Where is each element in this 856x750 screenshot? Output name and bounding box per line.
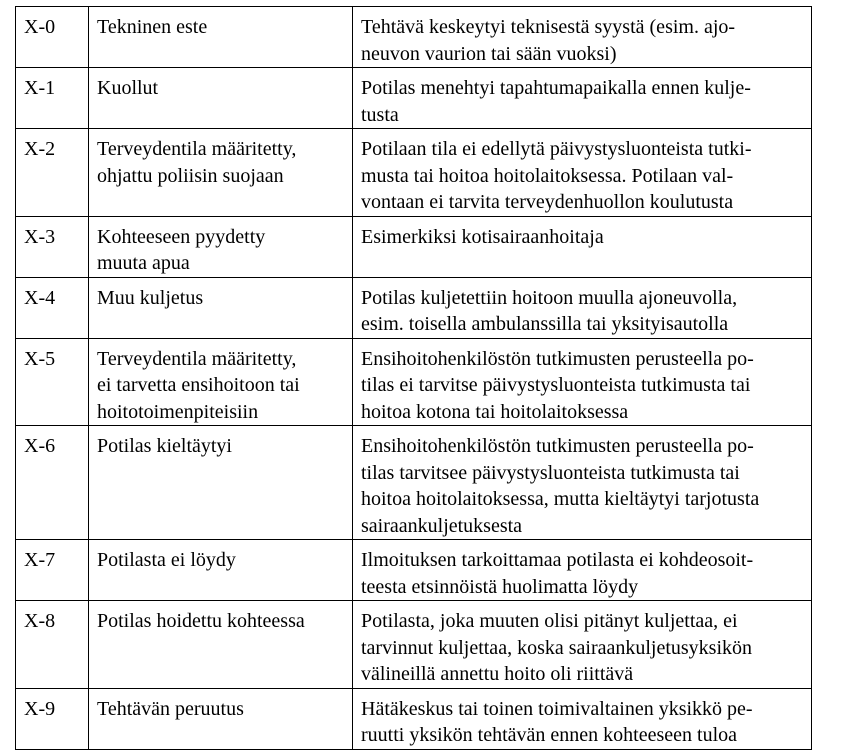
name-line: hoitotoimenpiteisiin: [97, 400, 259, 423]
code-cell: X-8: [16, 601, 89, 689]
name-cell: [89, 7, 353, 68]
code-cell: X-4: [16, 277, 89, 338]
desc-line: musta tai hoitoa hoitolaitoksessa. Potilaan val-: [361, 164, 734, 187]
code-cell: X-1: [16, 68, 89, 129]
desc-line: esim. toisella ambulanssilla tai yksityisautolla: [361, 313, 729, 335]
name-line: Kohteeseen pyydetty: [97, 225, 266, 248]
desc-line: Tehtävä keskeytyi teknisestä syystä (esim. ajo-: [361, 16, 736, 38]
desc-cell: [353, 601, 812, 689]
desc-cell: [353, 426, 812, 540]
table-row: [16, 338, 812, 426]
code-cell: X-7: [16, 540, 89, 601]
name-cell: [89, 68, 353, 129]
desc-line: hoitoa hoitolaitoksessa, mutta kieltäytyi tarjotusta: [361, 488, 760, 510]
desc-line: hoitoa kotona tai hoitolaitoksessa: [361, 400, 629, 423]
desc-line: tilas ei tarvitse päivystysluonteista tutkimusta tai: [361, 374, 751, 396]
name-cell: [89, 540, 353, 601]
desc-line: ruutti yksikön tehtävän ennen kohteeseen tuloa: [361, 724, 738, 746]
desc-cell: [353, 338, 812, 426]
name-cell: [89, 277, 353, 338]
name-line: Tehtävän peruutus: [97, 697, 244, 720]
desc-line: sairaankuljetuksesta: [361, 514, 523, 537]
name-line: Terveydentila määritetty,: [97, 347, 297, 370]
desc-cell: [353, 129, 812, 217]
code-cell: X-6: [16, 426, 89, 540]
code-table: [15, 6, 812, 750]
desc-line: tusta: [361, 103, 399, 126]
name-cell: [89, 216, 353, 277]
table-row: [16, 129, 812, 217]
desc-cell: [353, 540, 812, 601]
code-cell: X-0: [16, 7, 89, 68]
table-row: [16, 601, 812, 689]
desc-cell: [353, 216, 812, 277]
desc-cell: [353, 688, 812, 749]
desc-cell: [353, 68, 812, 129]
desc-line: tarvinnut kuljettaa, koska sairaankuljetusyksikön: [361, 636, 753, 659]
desc-line: tilas tarvitsee päivystysluonteista tutkimusta tai: [361, 461, 740, 484]
desc-line: Hätäkeskus tai toinen toimivaltainen yksikkö pe-: [361, 697, 753, 720]
desc-line: Ensihoitohenkilöstön tutkimusten perusteella po-: [361, 347, 754, 370]
name-line: Tekninen este: [97, 16, 208, 38]
name-cell: [89, 426, 353, 540]
desc-line: neuvon vaurion tai sään vuoksi): [361, 42, 617, 65]
table-row: [16, 7, 812, 68]
desc-cell: [353, 277, 812, 338]
name-line: ohjattu poliisin suojaan: [97, 164, 284, 187]
desc-line: Esimerkiksi kotisairaanhoitaja: [361, 225, 604, 248]
desc-line: Potilas kuljetettiin hoitoon muulla ajoneuvolla,: [361, 286, 738, 309]
table-row: [16, 277, 812, 338]
name-line: muuta apua: [97, 252, 190, 274]
name-cell: [89, 129, 353, 217]
name-line: Potilasta ei löydy: [97, 549, 236, 571]
code-cell: X-9: [16, 688, 89, 749]
desc-line: Potilasta, joka muuten olisi pitänyt kuljettaa, ei: [361, 610, 738, 632]
desc-line: Ensihoitohenkilöstön tutkimusten perusteella po-: [361, 435, 754, 457]
desc-line: Potilaan tila ei edellytä päivystysluonteista tutki-: [361, 138, 752, 160]
table-row: [16, 540, 812, 601]
name-line: Potilas hoidettu kohteessa: [97, 610, 305, 632]
table-row: [16, 426, 812, 540]
desc-line: välineillä annettu hoito oli riittävä: [361, 663, 634, 685]
code-cell: X-3: [16, 216, 89, 277]
name-cell: [89, 688, 353, 749]
name-line: ei tarvetta ensihoitoon tai: [97, 374, 300, 396]
table-row: [16, 68, 812, 129]
name-line: Kuollut: [97, 77, 159, 99]
table-row: [16, 216, 812, 277]
name-cell: [89, 601, 353, 689]
table-row: [16, 688, 812, 749]
name-line: Potilas kieltäytyi: [97, 435, 232, 457]
name-line: Terveydentila määritetty,: [97, 138, 297, 160]
name-line: Muu kuljetus: [97, 286, 204, 309]
desc-cell: [353, 7, 812, 68]
desc-line: Ilmoituksen tarkoittamaa potilasta ei kohdeosoit-: [361, 549, 754, 571]
name-cell: [89, 338, 353, 426]
code-cell: X-2: [16, 129, 89, 217]
code-cell: X-5: [16, 338, 89, 426]
desc-line: teesta etsinnöistä huolimatta löydy: [361, 575, 639, 598]
desc-line: vontaan ei tarvita terveydenhuollon koulutusta: [361, 191, 734, 213]
desc-line: Potilas menehtyi tapahtumapaikalla ennen kulje-: [361, 77, 751, 99]
code-table-body: [16, 7, 812, 750]
